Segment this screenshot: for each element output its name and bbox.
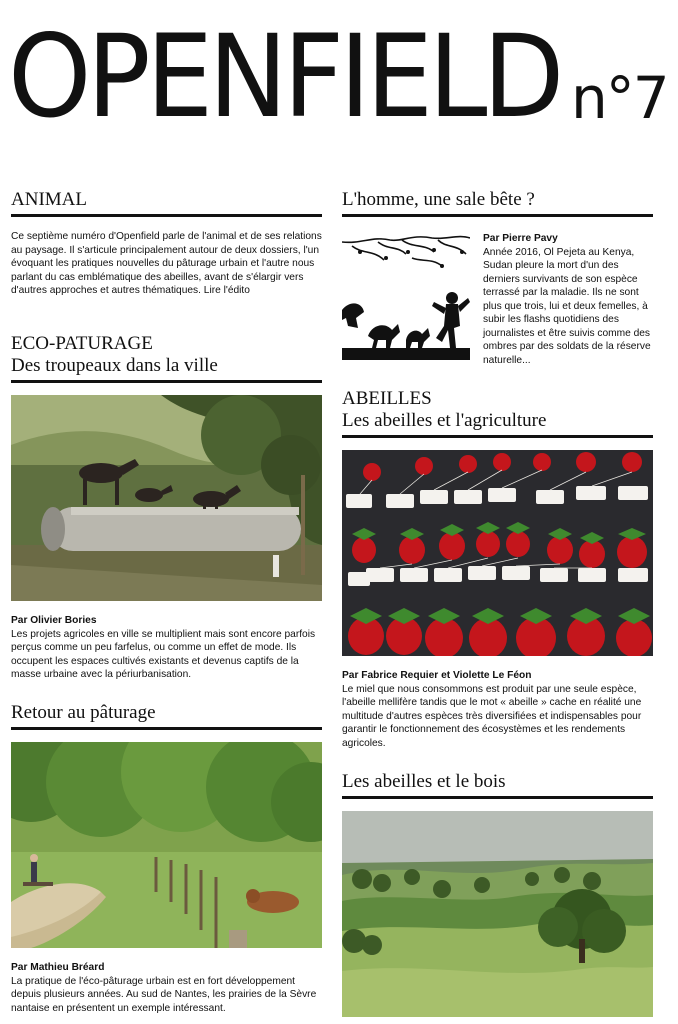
section-title-retour[interactable]: Retour au pâturage [11,702,322,730]
issue-number: n°7 [571,64,668,132]
goats-photo[interactable] [11,395,322,601]
silhouette-illustration[interactable] [342,232,470,360]
masthead-title: OPENFIELD [8,10,560,143]
article-author: Par Pierre Pavy [483,233,558,244]
section-title-abeilles[interactable]: ABEILLES Les abeilles et l'agriculture [342,388,653,438]
article-summary: Année 2016, Ol Pejeta au Kenya, Sudan pleure la mort d'un des derniers survivants de son espèce terrassé par la maladie. Ils ne sont plus que trois, lui et deux femelles, à subir les flashs quotidiens des journalistes et être suivis comme des ombres par des soldats de la réserve naturelle... [483,246,651,366]
article-author: Par Mathieu Bréard [11,962,105,973]
section-title-bois[interactable]: Les abeilles et le bois [342,771,653,799]
article-author: Par Fabrice Requier et Violette Le Féon [342,670,532,681]
article-summary: Le miel que nous consommons est produit par une seule espèce, l'abeille mellifère tandis que le mot « abeille » cache en réalité une multitude d'autres espèces très diversifiées et indispensables pour garantir le fonctionnement des écosystèmes et les rendements agricoles. [342,683,642,749]
pasture-photo[interactable] [11,742,322,948]
abeilles-article [342,669,653,750]
strawberries-photo[interactable] [342,450,653,656]
animal-intro-text: Ce septième numéro d'Openfield parle de l'animal et de ses relations au paysage. Il s'articule principalement autour de deux dossiers, l'un évoquant les pratiques nouvelles du pâturage urbain et l'autre nous parlant du cas emblématique des abeilles, avant de s'élargir vers d'autres approches et autres thématiques. Lire l'édito [11,231,322,296]
article-summary: La pratique de l'éco-pâturage urbain est en fort développement depuis plusieurs années. Au sud de Nantes, les prairies de la Sèvre nantaise en présentent un exemple intéressant. [11,975,317,1014]
article-summary: Les projets agricoles en ville se multiplient mais sont encore parfois perçus comme un peu farfelus, ou comme un effet de mode. Ils occupent les espaces cultivés existants et devenus captifs de la masse urbaine avec la périurbanisation. [11,628,316,680]
homme-article [483,232,655,367]
section-title-ecopaturage[interactable]: ECO-PATURAGE Des troupeaux dans la ville [11,333,322,383]
article-author: Par Olivier Bories [11,615,97,626]
section-title-animal[interactable]: ANIMAL [11,189,322,217]
retour-article [11,961,322,1015]
landscape-photo[interactable] [342,811,653,1017]
section-title-homme[interactable]: L'homme, une sale bête ? [342,189,653,217]
ecopaturage-article [11,614,322,682]
